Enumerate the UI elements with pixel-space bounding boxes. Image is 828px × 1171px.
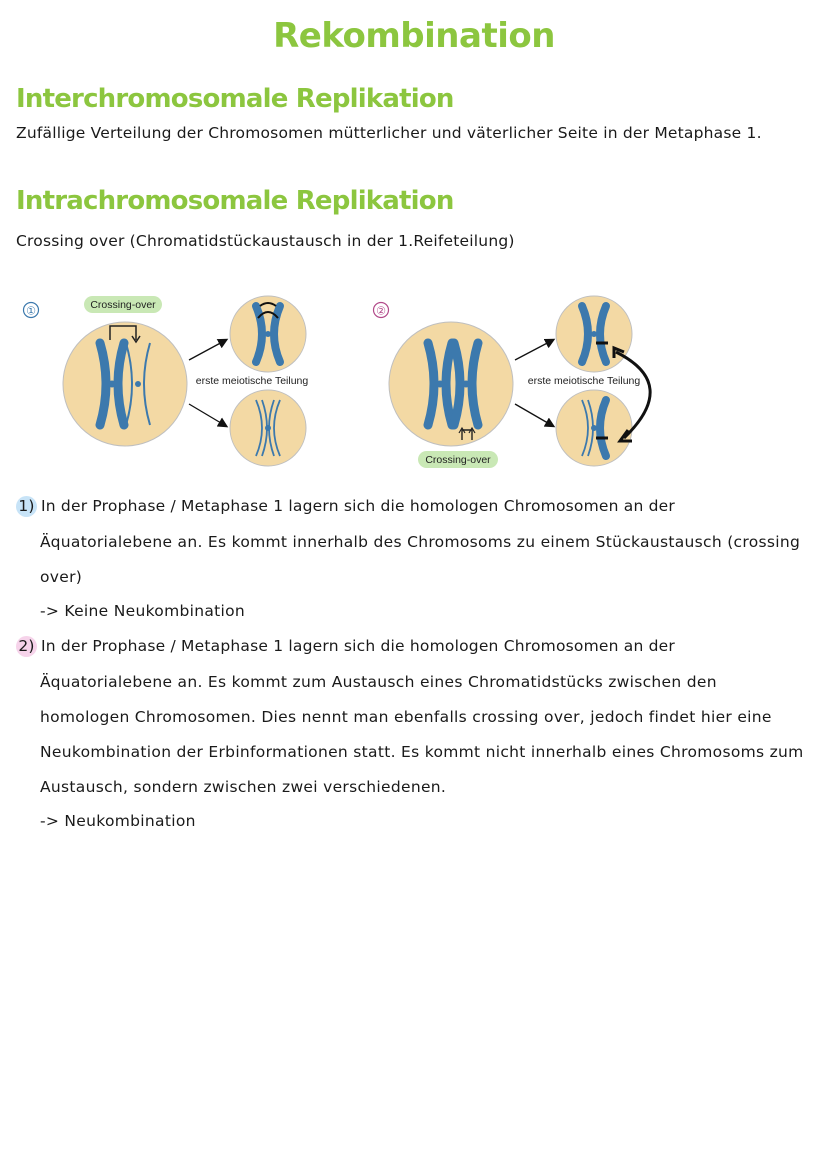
explanation-2-line-1: 2) In der Prophase / Metaphase 1 lagern sich die homologen Chromosomen an der	[16, 636, 675, 657]
explanation-2-result: -> Neukombination	[40, 812, 196, 830]
panel-2-number: ②	[376, 305, 386, 318]
explanation-2-line-5: Austausch, sondern zwischen zwei verschiedenen.	[40, 778, 447, 796]
explanation-1-number: 1)	[16, 496, 37, 517]
crossing-over-diagram	[0, 288, 828, 478]
explanation-1-line-3: over)	[40, 568, 83, 586]
explanation-1-line-2: Äquatorialebene an. Es kommt innerhalb des Chromosoms zu einem Stückaustausch (crossing	[40, 533, 801, 551]
explanation-2-line-3: homologen Chromosomen. Dies nennt man ebenfalls crossing over, jedoch findet hier eine	[40, 708, 772, 726]
section-text-intrachromosomal: Crossing over (Chromatidstückaustausch in der 1.Reifeteilung)	[16, 232, 515, 250]
division-label-2: erste meiotische Teilung	[527, 375, 641, 387]
panel-1	[24, 296, 309, 466]
explanation-2-number: 2)	[16, 636, 37, 657]
explanation-1-line-1: 1) In der Prophase / Metaphase 1 lagern sich die homologen Chromosomen an der	[16, 496, 675, 517]
section-heading-intrachromosomal: Intrachromosomale Replikation	[16, 186, 454, 216]
crossing-over-label-2: Crossing-over	[425, 454, 491, 466]
panel-1-number: ①	[26, 305, 36, 318]
crossing-over-label-1: Crossing-over	[90, 299, 156, 311]
division-label-1: erste meiotische Teilung	[195, 375, 309, 387]
explanation-1-result: -> Keine Neukombination	[40, 602, 246, 620]
explanation-2-line-2: Äquatorialebene an. Es kommt zum Austausch eines Chromatidstücks zwischen den	[40, 673, 717, 691]
section-heading-interchromosomal: Interchromosomale Replikation	[16, 84, 454, 114]
page-title: Rekombination	[273, 16, 555, 56]
panel-2	[374, 296, 651, 468]
section-text-interchromosomal: Zufällige Verteilung der Chromosomen mütterlicher und väterlicher Seite in der Metaphase 1.	[16, 124, 762, 142]
explanation-2-line-4: Neukombination der Erbinformationen statt. Es kommt nicht innerhalb eines Chromosoms zum	[40, 743, 804, 761]
